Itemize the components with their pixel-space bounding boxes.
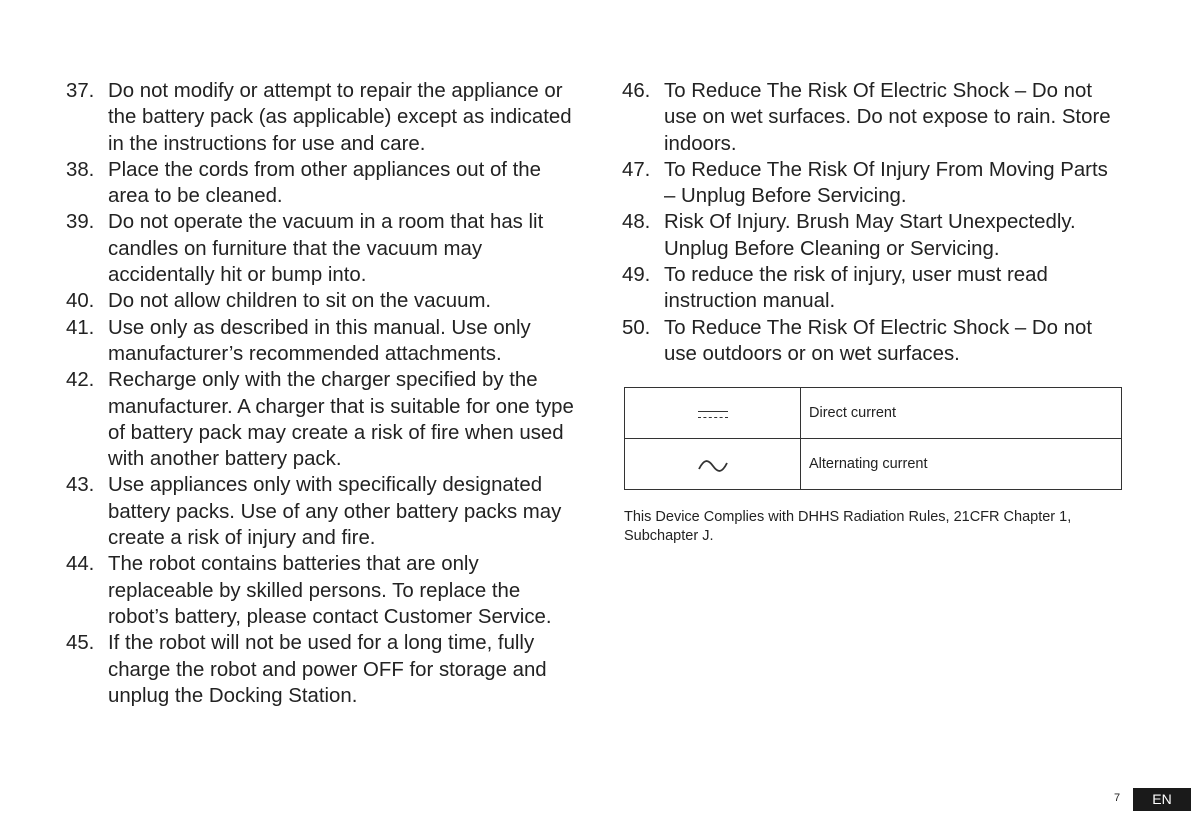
item-number: 45.: [66, 632, 95, 655]
list-item: [66, 367, 586, 472]
symbol-cell: [625, 388, 801, 439]
compliance-note: This Device Complies with DHHS Radiation Rules, 21CFR Chapter 1, Subchapter J.: [624, 509, 1072, 544]
list-item: [622, 78, 1132, 157]
list-item: [622, 209, 1132, 262]
symbols-table: [624, 387, 1122, 490]
safety-list-right: [622, 78, 1132, 367]
item-number: 38.: [66, 158, 95, 181]
item-text: The robot contains batteries that are only replaceable by skilled persons. To replace the robot’s battery, please contact Customer Service.: [108, 553, 552, 628]
item-text: Do not operate the vacuum in a room that has lit candles on furniture that the vacuum may accidentally hit or bump into.: [108, 211, 544, 287]
item-text: Risk Of Injury. Brush May Start Unexpectedly. Unplug Before Cleaning or Servicing.: [664, 211, 1076, 260]
list-item: [622, 262, 1132, 315]
item-text: To reduce the risk of injury, user must read instruction manual.: [664, 264, 1048, 313]
list-item: [622, 157, 1132, 210]
list-item: [66, 288, 586, 314]
table-row: [625, 388, 1122, 439]
list-item: [66, 78, 586, 157]
item-number: 43.: [66, 474, 95, 497]
item-text: Do not modify or attempt to repair the appliance or the battery pack (as applicable) except as indicated in the instructions for use and care.: [108, 80, 572, 155]
item-text: Recharge only with the charger specified by the manufacturer. A charger that is suitable for one type of battery pack may create a risk of fire when used with another battery pack.: [108, 369, 574, 471]
item-number: 47.: [622, 158, 651, 181]
item-number: 40.: [66, 290, 95, 313]
item-number: 39.: [66, 211, 95, 234]
item-number: 48.: [622, 211, 651, 234]
item-text: If the robot will not be used for a long time, fully charge the robot and power OFF for storage and unplug the Docking Station.: [108, 632, 547, 707]
list-item: [66, 315, 586, 368]
item-number: 44.: [66, 553, 95, 576]
page-number: 7: [1114, 792, 1121, 804]
list-item: [622, 315, 1132, 368]
item-text: Use only as described in this manual. Use only manufacturer’s recommended attachments.: [108, 316, 531, 365]
item-text: Do not allow children to sit on the vacuum.: [108, 290, 492, 313]
left-column: [66, 78, 586, 709]
list-item: [66, 551, 586, 630]
item-text: To Reduce The Risk Of Injury From Moving Parts – Unplug Before Servicing.: [664, 158, 1108, 208]
item-text: Use appliances only with specifically designated battery packs. Use of any other battery packs may create a risk of injury and fire.: [108, 474, 562, 550]
symbol-description: Alternating current: [801, 439, 1122, 490]
list-item: [66, 630, 586, 709]
safety-list-left: [66, 78, 586, 709]
item-number: 37.: [66, 80, 95, 102]
list-item: [66, 157, 586, 210]
item-number: 42.: [66, 369, 95, 392]
item-text: To Reduce The Risk Of Electric Shock – Do not use outdoors or on wet surfaces.: [664, 316, 1093, 365]
direct-current-icon: [698, 411, 728, 421]
alternating-current-icon: [698, 459, 728, 477]
right-column: [622, 78, 1132, 367]
item-number: 46.: [622, 80, 651, 102]
item-text: To Reduce The Risk Of Electric Shock – Do not use on wet surfaces. Do not expose to rain. Store indoors.: [664, 80, 1111, 155]
item-text: Place the cords from other appliances out of the area to be cleaned.: [108, 158, 541, 208]
item-number: 49.: [622, 264, 651, 287]
table-row: [625, 439, 1122, 490]
language-tab: EN: [1133, 788, 1191, 811]
list-item: [66, 209, 586, 288]
item-number: 50.: [622, 316, 651, 339]
list-item: [66, 472, 586, 551]
symbol-cell: [625, 439, 801, 490]
symbol-description: Direct current: [801, 388, 1122, 439]
item-number: 41.: [66, 316, 95, 339]
